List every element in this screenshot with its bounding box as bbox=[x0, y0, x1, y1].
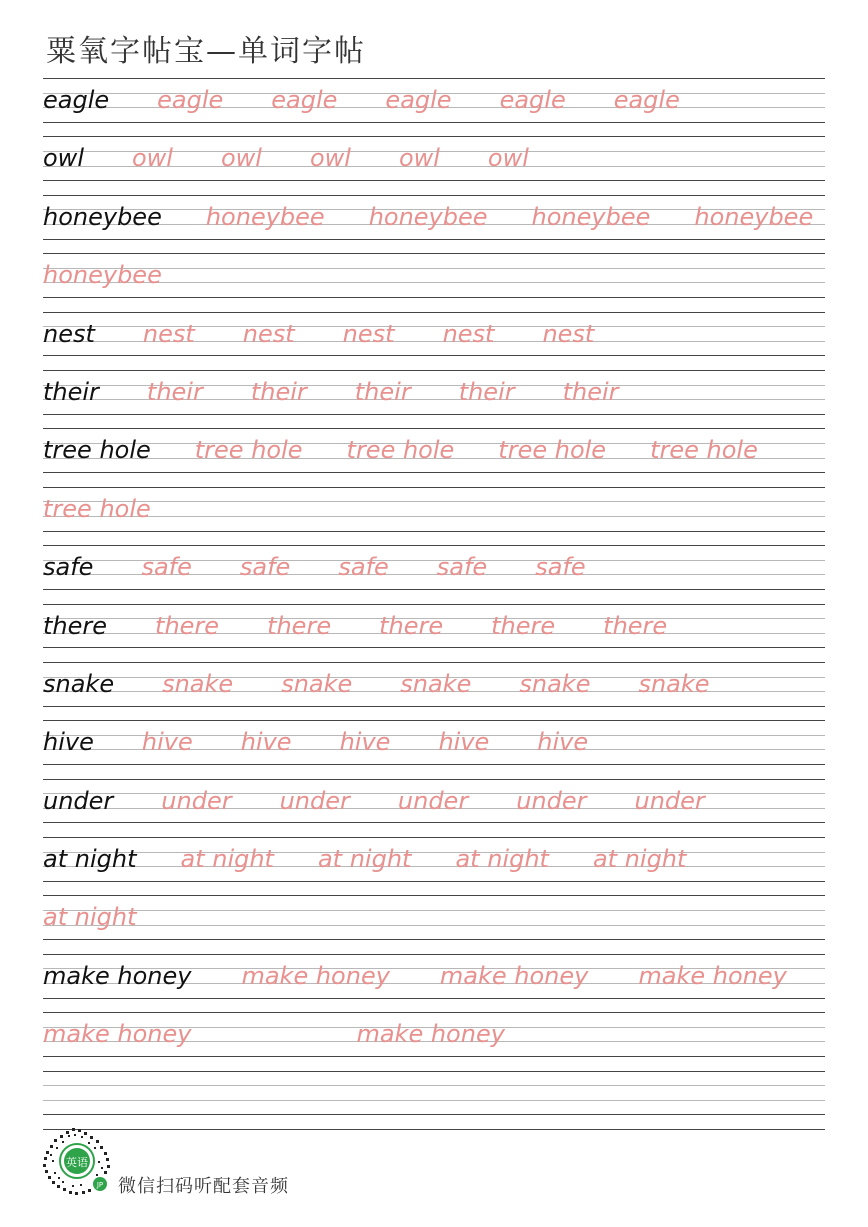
trace-word: nest bbox=[242, 319, 295, 348]
trace-word: safe bbox=[141, 553, 192, 582]
page-title: 粟氧字帖宝—单词字帖 bbox=[46, 34, 366, 69]
ruling-line bbox=[43, 428, 825, 429]
word-line bbox=[43, 841, 825, 877]
practice-row bbox=[43, 895, 825, 953]
ruling-line bbox=[43, 239, 825, 240]
practice-row bbox=[43, 136, 825, 194]
trace-word: safe bbox=[338, 553, 389, 582]
word-line bbox=[43, 666, 825, 702]
ruling-line bbox=[43, 78, 825, 79]
ruling-line bbox=[43, 589, 825, 590]
model-word: tree hole bbox=[43, 436, 151, 465]
ruling-line bbox=[43, 998, 825, 999]
word-line bbox=[43, 199, 825, 235]
word-line bbox=[43, 316, 825, 352]
trace-word: eagle bbox=[157, 86, 224, 114]
practice-row bbox=[43, 662, 825, 720]
qr-badge-label: 英语 bbox=[66, 1156, 88, 1169]
trace-word: make honey bbox=[356, 1020, 505, 1049]
model-word: owl bbox=[43, 144, 84, 173]
trace-word: tree hole bbox=[346, 436, 455, 465]
word-line bbox=[43, 491, 825, 527]
trace-word: at night bbox=[180, 845, 274, 874]
trace-word: tree hole bbox=[498, 436, 607, 465]
qr-sub-label: JP bbox=[96, 1181, 104, 1189]
trace-word: make honey bbox=[439, 961, 589, 990]
trace-word: honeybee bbox=[368, 202, 488, 231]
trace-word: hive bbox=[141, 728, 193, 757]
word-line bbox=[43, 432, 825, 468]
ruling-line bbox=[43, 195, 825, 196]
trace-word: snake bbox=[281, 669, 353, 698]
word-line bbox=[43, 1016, 825, 1052]
ruling-line bbox=[43, 662, 825, 663]
word-line bbox=[43, 257, 825, 293]
trace-word: owl bbox=[398, 144, 440, 173]
model-word: eagle bbox=[43, 86, 110, 114]
practice-row bbox=[43, 837, 825, 895]
trace-word: hive bbox=[537, 728, 589, 757]
ruling-line bbox=[43, 706, 825, 707]
word-line bbox=[43, 549, 825, 585]
ruling-line bbox=[43, 1071, 825, 1072]
practice-row bbox=[43, 720, 825, 778]
ruling-line bbox=[43, 355, 825, 356]
ruling-line bbox=[43, 487, 825, 488]
practice-sheet bbox=[43, 78, 825, 1130]
trace-word: under bbox=[161, 786, 232, 815]
trace-word: hive bbox=[438, 728, 490, 757]
practice-row bbox=[43, 370, 825, 428]
ruling-line bbox=[43, 370, 825, 371]
trace-word: their bbox=[458, 377, 515, 406]
ruling-line bbox=[43, 531, 825, 532]
trace-word: there bbox=[491, 611, 556, 640]
ruling-line bbox=[43, 545, 825, 546]
trace-word: snake bbox=[400, 669, 472, 698]
trace-word: honeybee bbox=[531, 202, 651, 231]
trace-word: make honey bbox=[638, 961, 787, 990]
practice-row bbox=[43, 428, 825, 486]
word-line bbox=[43, 783, 825, 819]
trace-word: owl bbox=[131, 144, 173, 173]
qr-code-icon bbox=[42, 1127, 112, 1197]
word-line bbox=[43, 608, 825, 644]
word-line bbox=[43, 374, 825, 410]
trace-word: honeybee bbox=[694, 202, 814, 231]
trace-word: under bbox=[397, 786, 469, 815]
ruling-line bbox=[43, 1100, 825, 1101]
trace-word: there bbox=[267, 611, 332, 640]
trace-word: tree hole bbox=[650, 436, 758, 465]
ruling-line bbox=[43, 822, 825, 823]
ruling-line bbox=[43, 720, 825, 721]
trace-word: hive bbox=[240, 728, 292, 757]
practice-row bbox=[43, 253, 825, 311]
trace-word: under bbox=[279, 786, 350, 815]
ruling-line bbox=[43, 895, 825, 896]
trace-word: at night bbox=[43, 903, 137, 932]
ruling-line bbox=[43, 604, 825, 605]
ruling-line bbox=[43, 881, 825, 882]
trace-word: tree hole bbox=[43, 494, 151, 523]
trace-word: there bbox=[379, 611, 444, 640]
trace-word: owl bbox=[487, 144, 529, 173]
trace-word: their bbox=[146, 377, 203, 406]
trace-word: hive bbox=[339, 728, 391, 757]
trace-word: make honey bbox=[43, 1020, 192, 1049]
ruling-line bbox=[43, 472, 825, 473]
trace-word: there bbox=[603, 611, 668, 640]
practice-row bbox=[43, 487, 825, 545]
trace-word: eagle bbox=[613, 86, 680, 114]
trace-word: their bbox=[250, 377, 307, 406]
trace-word: snake bbox=[638, 669, 710, 698]
trace-word: safe bbox=[436, 553, 488, 582]
trace-word: at night bbox=[317, 845, 412, 874]
ruling-line bbox=[43, 414, 825, 415]
model-word: make honey bbox=[43, 961, 192, 990]
practice-row bbox=[43, 1071, 825, 1129]
qr-caption: 微信扫码听配套音频 bbox=[118, 1176, 289, 1197]
ruling-line bbox=[43, 1012, 825, 1013]
trace-word: nest bbox=[442, 319, 495, 348]
trace-word: safe bbox=[239, 553, 291, 582]
model-word: their bbox=[43, 377, 99, 406]
trace-word: eagle bbox=[499, 86, 566, 114]
word-line bbox=[43, 899, 825, 935]
trace-word: safe bbox=[535, 553, 586, 582]
trace-word: honeybee bbox=[43, 261, 162, 290]
ruling-line bbox=[43, 764, 825, 765]
word-line bbox=[43, 958, 825, 994]
practice-row bbox=[43, 779, 825, 837]
trace-word: under bbox=[516, 786, 587, 815]
ruling-line bbox=[43, 253, 825, 254]
trace-word: owl bbox=[220, 144, 262, 173]
trace-word: under bbox=[634, 786, 705, 815]
ruling-line bbox=[43, 647, 825, 648]
practice-row bbox=[43, 1012, 825, 1070]
model-word: nest bbox=[43, 319, 95, 348]
trace-word: their bbox=[562, 377, 619, 406]
trace-word: there bbox=[155, 611, 220, 640]
trace-word: snake bbox=[519, 669, 591, 698]
model-word: under bbox=[43, 786, 114, 815]
ruling-line bbox=[43, 779, 825, 780]
word-line bbox=[43, 82, 825, 118]
word-line bbox=[43, 724, 825, 760]
trace-word: nest bbox=[542, 319, 595, 348]
trace-word: eagle bbox=[271, 86, 338, 114]
ruling-line bbox=[43, 312, 825, 313]
trace-word: tree hole bbox=[194, 436, 303, 465]
trace-word: honeybee bbox=[205, 202, 325, 231]
trace-word: eagle bbox=[385, 86, 452, 114]
ruling-line bbox=[43, 136, 825, 137]
trace-word: owl bbox=[309, 144, 351, 173]
ruling-line bbox=[43, 1114, 825, 1115]
model-word: snake bbox=[43, 669, 115, 698]
footer bbox=[42, 1127, 602, 1197]
practice-row bbox=[43, 312, 825, 370]
trace-word: nest bbox=[142, 319, 195, 348]
practice-row bbox=[43, 78, 825, 136]
ruling-line bbox=[43, 1085, 825, 1086]
trace-word: their bbox=[354, 377, 411, 406]
ruling-line bbox=[43, 180, 825, 181]
trace-word: at night bbox=[592, 845, 687, 874]
trace-word: at night bbox=[455, 845, 549, 874]
ruling-line bbox=[43, 1056, 825, 1057]
ruling-line bbox=[43, 122, 825, 123]
trace-word: snake bbox=[162, 669, 234, 698]
ruling-line bbox=[43, 954, 825, 955]
trace-word: nest bbox=[342, 319, 395, 348]
practice-row bbox=[43, 545, 825, 603]
word-line bbox=[43, 140, 825, 176]
model-word: there bbox=[43, 611, 108, 640]
model-word: safe bbox=[43, 553, 94, 582]
model-word: at night bbox=[43, 845, 137, 874]
practice-row bbox=[43, 954, 825, 1012]
ruling-line bbox=[43, 297, 825, 298]
practice-row bbox=[43, 195, 825, 253]
ruling-line bbox=[43, 939, 825, 940]
model-word: hive bbox=[43, 728, 94, 757]
trace-word: make honey bbox=[241, 961, 390, 990]
model-word: honeybee bbox=[43, 202, 162, 231]
practice-row bbox=[43, 604, 825, 662]
ruling-line bbox=[43, 837, 825, 838]
